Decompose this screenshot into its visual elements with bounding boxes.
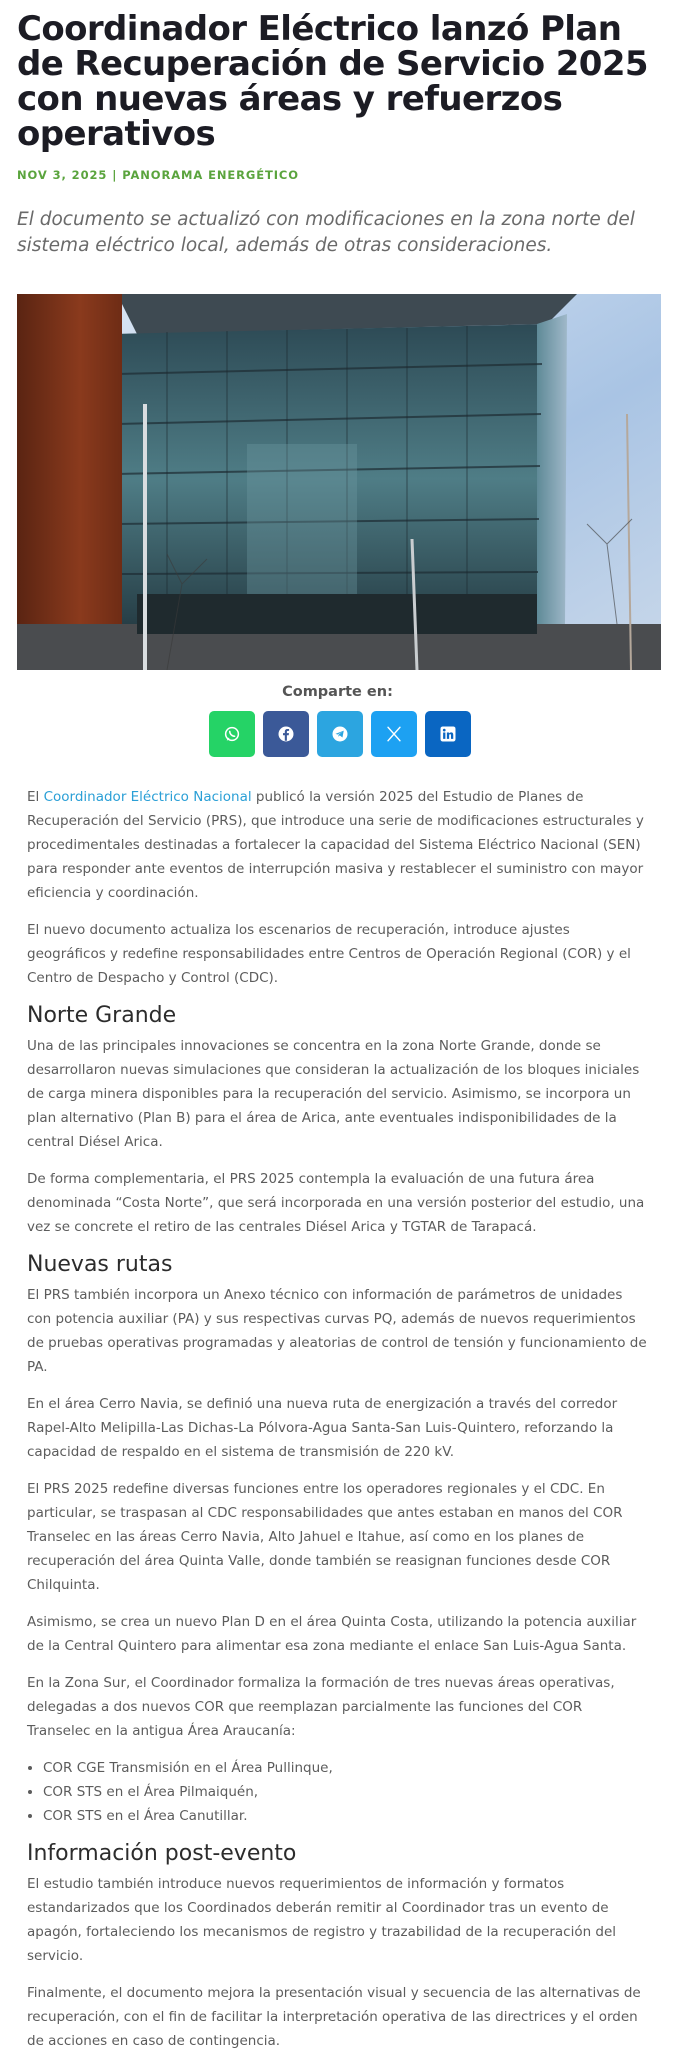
heading-norte-grande: Norte Grande xyxy=(27,1003,177,1028)
share-x-button[interactable] xyxy=(371,711,417,757)
share-buttons xyxy=(209,711,471,757)
paragraph: Asimismo, se crea un nuevo Plan D en el área Quinta Costa, utilizando la potencia auxiliar de la Central Quintero para alimentar esa zona mediante el enlace San Luis-Agua Santa. xyxy=(27,1614,637,1654)
cor-list xyxy=(27,1756,650,1828)
article-title: Coordinador Eléctrico lanzó Plan de Recuperación de Servicio 2025 con nuevas áreas y refuerzos operativos xyxy=(17,9,648,154)
paragraph: De forma complementaria, el PRS 2025 contempla la evaluación de una futura área denominada “Costa Norte”, que será incorporada en una versión posterior del estudio, una vez se concrete el retiro de las centrales Diésel Arica y TGTAR de Tarapacá. xyxy=(27,1171,645,1235)
meta-separator: | xyxy=(112,168,118,182)
heading-nuevas-rutas: Nuevas rutas xyxy=(27,1252,173,1277)
share-linkedin-button[interactable] xyxy=(425,711,471,757)
hero-image xyxy=(17,294,661,670)
paragraph: Finalmente, el documento mejora la presentación visual y secuencia de las alternativas de recuperación, con el fin de facilitar la interpretación operativa de las directrices y el orden de acciones en caso de contingencia. xyxy=(27,1985,641,2049)
x-icon xyxy=(385,725,403,743)
paragraph: El PRS 2025 redefine diversas funciones entre los operadores regionales y el CDC. En particular, se traspasan al CDC responsabilidades que antes estaban en manos del COR Transelec en las áreas Cerro Navia, Alto Jahuel e Itahue, así como en los planes de recuperación del área Quinta Valle, donde también se reasignan funciones desde COR Chilquinta. xyxy=(27,1481,623,1593)
paragraph: El nuevo documento actualiza los escenarios de recuperación, introduce ajustes geográficos y redefine responsabilidades entre Centros de Operación Regional (COR) y el Centro de Despacho y Control (CDC). xyxy=(27,922,631,986)
share-whatsapp-button[interactable] xyxy=(209,711,255,757)
article-meta xyxy=(17,168,299,182)
share-telegram-button[interactable] xyxy=(317,711,363,757)
paragraph-intro: El Coordinador Eléctrico Nacional publicó la versión 2025 del Estudio de Planes de Recuperación del Servicio (PRS), que introduce una serie de modificaciones estructurales y procedimentales destinadas a fortalecer la capacidad del Sistema Eléctrico Nacional (SEN) para responder ante eventos de interrupción masiva y restablecer el suministro con mayor eficiencia y coordinación. xyxy=(27,789,644,901)
building-photo xyxy=(17,294,661,670)
paragraph: El estudio también introduce nuevos requerimientos de información y formatos estandarizados que los Coordinados deberán remitir al Coordinador tras un evento de apagón, fortaleciendo los mecanismos de registro y trazabilidad de la recuperación del servicio. xyxy=(27,1876,617,1964)
paragraph: Una de las principales innovaciones se concentra en la zona Norte Grande, donde se desarrollaron nuevas simulaciones que consideran la actualización de los bloques iniciales de carga minera disponibles para la recuperación del servicio. Asimismo, se incorpora un plan alternativo (Plan B) para el área de Arica, ante eventuales indisponibilidades de la central Diésel Arica. xyxy=(27,1038,640,1150)
whatsapp-icon xyxy=(223,725,241,743)
paragraph: El PRS también incorpora un Anexo técnico con información de parámetros de unidades con potencia auxiliar (PA) y sus respectivas curvas PQ, además de nuevos requerimientos de pruebas operativas programadas y aleatorias de control de tensión y funcionamiento de PA. xyxy=(27,1287,647,1375)
linkedin-icon xyxy=(439,725,457,743)
facebook-icon xyxy=(277,725,295,743)
list-item: • COR STS en el Área Pilmaiquén, xyxy=(43,1780,650,1804)
telegram-icon xyxy=(331,725,349,743)
heading-post-evento: Información post-evento xyxy=(27,1841,297,1866)
article-subtitle: El documento se actualizó con modificaciones en la zona norte del sistema eléctrico local, además de otras consideraciones. xyxy=(17,209,635,256)
share-facebook-button[interactable] xyxy=(263,711,309,757)
list-item: • COR CGE Transmisión en el Área Pullinque, xyxy=(43,1756,650,1780)
article-body xyxy=(27,785,650,2066)
paragraph: En el área Cerro Navia, se definió una nueva ruta de energización a través del corredor Rapel-Alto Melipilla-Las Dichas-La Pólvora-Agua Santa-San Luis-Quintero, reforzando la capacidad de respaldo en el sistema de transmisión de 220 kV. xyxy=(27,1396,618,1460)
paragraph: En la Zona Sur, el Coordinador formaliza la formación de tres nuevas áreas operativas, delegadas a dos nuevos COR que reemplazan parcialmente las funciones del COR Transelec en la antigua Área Araucanía: xyxy=(27,1675,615,1739)
coordinador-link[interactable]: Coordinador Eléctrico Nacional xyxy=(43,789,252,805)
share-label: Comparte en: xyxy=(282,684,393,700)
article-date: NOV 3, 2025 xyxy=(17,168,108,182)
article-category[interactable]: PANORAMA ENERGÉTICO xyxy=(122,168,299,182)
list-item: • COR STS en el Área Canutillar. xyxy=(43,1804,650,1828)
